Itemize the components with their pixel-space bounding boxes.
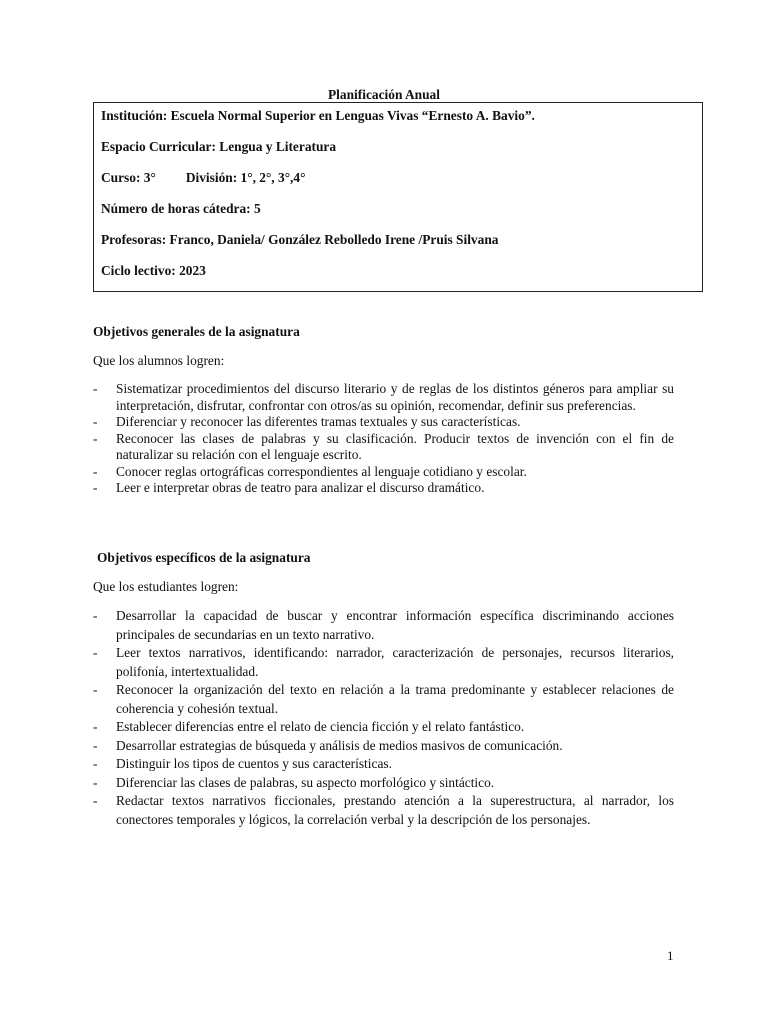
bullet-dash: - bbox=[93, 774, 98, 790]
bullet-dash: - bbox=[93, 608, 98, 623]
list-item-text: Reconocer las clases de palabras y su clasificación. Producir textos de invención con el fin de naturalizar su relación con el lenguaje escrito. bbox=[116, 430, 674, 462]
list-item bbox=[93, 737, 674, 756]
bullet-dash: - bbox=[93, 480, 98, 495]
bullet-dash: - bbox=[93, 430, 98, 446]
bullet-dash: - bbox=[93, 645, 98, 660]
bullet-dash: - bbox=[93, 793, 98, 808]
list-item-text: Reconocer la organización del texto en relación a la trama predominante y establecer relaciones de coherencia y cohesión textual. bbox=[116, 682, 674, 716]
document-title: Planificación Anual bbox=[328, 87, 440, 102]
list-item bbox=[93, 755, 674, 774]
school-year-line: Ciclo lectivo: 2023 bbox=[101, 263, 206, 278]
list-item bbox=[93, 681, 674, 718]
course-division-line bbox=[101, 169, 695, 186]
specific-objectives-heading: Objetivos específicos de la asignatura bbox=[97, 550, 311, 565]
specific-objectives-body bbox=[93, 578, 674, 829]
hours-line: Número de horas cátedra: 5 bbox=[101, 201, 261, 216]
specific-objectives-list bbox=[93, 607, 674, 829]
bullet-dash: - bbox=[93, 719, 98, 734]
list-item-text: Diferenciar las clases de palabras, su aspecto morfológico y sintáctico. bbox=[116, 774, 495, 790]
list-item bbox=[93, 414, 674, 431]
bullet-dash: - bbox=[93, 756, 98, 771]
list-item-text: Diferenciar y reconocer las diferentes tramas textuales y sus características. bbox=[116, 414, 521, 429]
list-item-text: Desarrollar la capacidad de buscar y encontrar información específica discriminando acciones principales de secundarias en un texto narrativo. bbox=[116, 608, 674, 642]
list-item bbox=[93, 381, 674, 414]
list-item-text: Establecer diferencias entre el relato de ciencia ficción y el relato fantástico. bbox=[116, 719, 525, 734]
list-item-text: Redactar textos narrativos ficcionales, prestando atención a la superestructura, al narrador, los conectores temporales y lógicos, la correlación verbal y la descripción de los personajes. bbox=[116, 793, 674, 827]
curricular-space-line: Espacio Curricular: Lengua y Literatura bbox=[101, 139, 337, 154]
list-item-text: Leer textos narrativos, identificando: narrador, caracterización de personajes, recursos literarios, polifonía, intertextualidad. bbox=[116, 645, 674, 679]
course-value: Curso: 3° bbox=[101, 170, 156, 185]
list-item-text: Conocer reglas ortográficas correspondientes al lenguaje cotidiano y escolar. bbox=[116, 463, 527, 479]
teachers-line: Profesoras: Franco, Daniela/ González Rebolledo Irene /Pruis Silvana bbox=[101, 232, 499, 247]
specific-objectives-intro: Que los estudiantes logren: bbox=[93, 579, 239, 594]
list-item-text: Sistematizar procedimientos del discurso literario y de reglas de los distintos géneros para ampliar su interpretación, disfrutar, confrontar con otros/as su opinión, recomendar, definir sus preferencias. bbox=[116, 381, 674, 413]
bullet-dash: - bbox=[93, 414, 98, 429]
list-item bbox=[93, 480, 674, 497]
general-objectives-list bbox=[93, 381, 674, 497]
division-value: División: 1°, 2°, 3°,4° bbox=[185, 170, 306, 185]
list-item bbox=[93, 774, 674, 793]
course-info-box bbox=[93, 102, 703, 292]
list-item bbox=[93, 792, 674, 829]
bullet-dash: - bbox=[93, 381, 98, 396]
list-item-text: Leer e interpretar obras de teatro para analizar el discurso dramático. bbox=[116, 480, 485, 495]
list-item-text: Desarrollar estrategias de búsqueda y análisis de medios masivos de comunicación. bbox=[116, 737, 563, 753]
specific-objectives-section bbox=[97, 549, 674, 566]
institution-line: Institución: Escuela Normal Superior en Lenguas Vivas “Ernesto A. Bavio”. bbox=[101, 108, 535, 123]
bullet-dash: - bbox=[93, 682, 98, 697]
general-objectives-heading: Objetivos generales de la asignatura bbox=[93, 324, 300, 339]
bullet-dash: - bbox=[93, 463, 98, 479]
general-objectives-intro: Que los alumnos logren: bbox=[93, 353, 225, 368]
page-number: 1 bbox=[667, 948, 674, 963]
bullet-dash: - bbox=[93, 737, 98, 753]
list-item bbox=[93, 431, 674, 464]
list-item-text: Distinguir los tipos de cuentos y sus características. bbox=[116, 756, 392, 771]
list-item bbox=[93, 644, 674, 681]
list-item bbox=[93, 607, 674, 644]
list-item bbox=[93, 464, 674, 481]
general-objectives-section bbox=[93, 323, 674, 497]
list-item bbox=[93, 718, 674, 737]
